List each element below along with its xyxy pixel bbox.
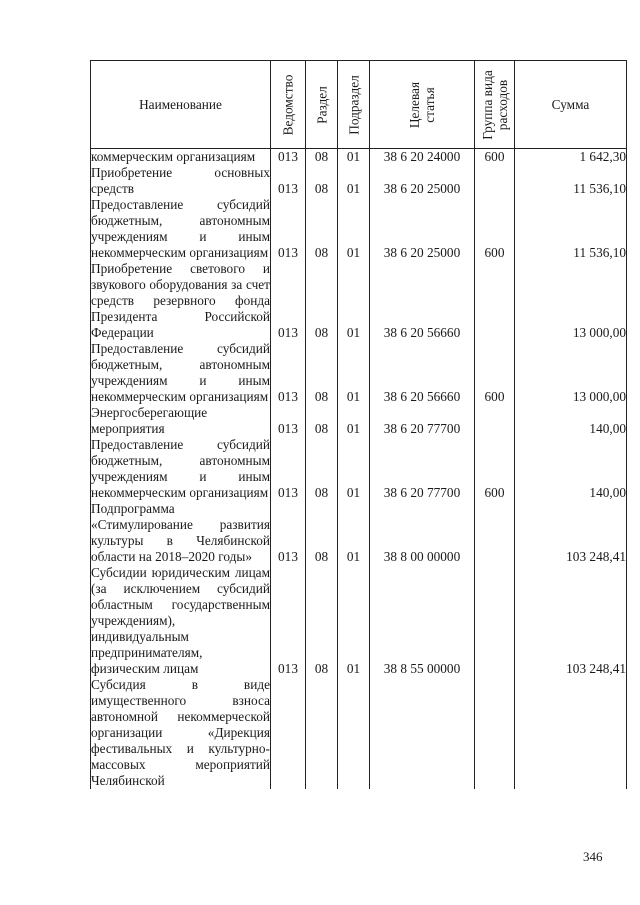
- cell-vedomstvo: 013: [271, 261, 306, 341]
- table-row: [91, 261, 627, 341]
- cell-summa: 13 000,00: [515, 341, 627, 405]
- table-row: [91, 677, 627, 789]
- header-celevaya-statya: Целевая статья: [370, 61, 475, 149]
- cell-vedomstvo: 013: [271, 437, 306, 501]
- header-vedomstvo: Ведомство: [271, 61, 306, 149]
- cell-summa: 11 536,10: [515, 165, 627, 197]
- header-podrazdel: Подраздел: [338, 61, 370, 149]
- cell-podrazdel: 01: [338, 405, 370, 437]
- cell-gruppa: [475, 405, 515, 437]
- cell-summa: 13 000,00: [515, 261, 627, 341]
- cell-celevaya-statya: 38 6 20 24000: [370, 149, 475, 166]
- cell-gruppa: [475, 261, 515, 341]
- table-row: [91, 405, 627, 437]
- table-row: [91, 437, 627, 501]
- page-number: 346: [583, 849, 603, 864]
- cell-summa: [515, 677, 627, 789]
- cell-podrazdel: [338, 677, 370, 789]
- cell-summa: 103 248,41: [515, 501, 627, 565]
- table-row: [91, 165, 627, 197]
- cell-vedomstvo: 013: [271, 565, 306, 677]
- cell-podrazdel: 01: [338, 437, 370, 501]
- cell-gruppa: [475, 565, 515, 677]
- cell-name: Предоставление субсидий бюджетным, автономным учреждениям и иным некоммерческим организациям: [91, 437, 270, 500]
- cell-name: Приобретение основных средств: [91, 165, 270, 196]
- cell-summa: 11 536,10: [515, 197, 627, 261]
- cell-vedomstvo: 013: [271, 197, 306, 261]
- table-row: [91, 149, 627, 166]
- cell-gruppa: 600: [475, 341, 515, 405]
- cell-summa: 1 642,30: [515, 149, 627, 166]
- header-razdel: Раздел: [306, 61, 338, 149]
- cell-podrazdel: 01: [338, 501, 370, 565]
- cell-celevaya-statya: 38 6 20 77700: [370, 405, 475, 437]
- table-body: [91, 149, 627, 790]
- cell-celevaya-statya: 38 6 20 56660: [370, 341, 475, 405]
- cell-gruppa: [475, 165, 515, 197]
- cell-name: Предоставление субсидий бюджетным, автономным учреждениям и иным некоммерческим организациям: [91, 341, 270, 404]
- cell-summa: 103 248,41: [515, 565, 627, 677]
- cell-podrazdel: 01: [338, 165, 370, 197]
- cell-gruppa: 600: [475, 437, 515, 501]
- cell-vedomstvo: 013: [271, 405, 306, 437]
- budget-table: [90, 60, 627, 789]
- cell-razdel: 08: [306, 261, 338, 341]
- cell-name: коммерческим организациям: [91, 149, 271, 166]
- cell-vedomstvo: 013: [271, 149, 306, 166]
- cell-gruppa: [475, 677, 515, 789]
- table-row: [91, 501, 627, 565]
- cell-razdel: 08: [306, 405, 338, 437]
- cell-name: Приобретение светового и звукового оборудования за счет средств резервного фонда Президента Российской Федерации: [91, 261, 270, 340]
- cell-razdel: 08: [306, 165, 338, 197]
- table-header-row: [91, 61, 627, 149]
- cell-vedomstvo: 013: [271, 501, 306, 565]
- cell-razdel: 08: [306, 149, 338, 166]
- cell-gruppa: [475, 501, 515, 565]
- table-row: [91, 341, 627, 405]
- cell-razdel: 08: [306, 197, 338, 261]
- header-gruppa-vida-rashodov: Группа вида расходов: [475, 61, 515, 149]
- cell-celevaya-statya: 38 6 20 25000: [370, 197, 475, 261]
- cell-razdel: 08: [306, 341, 338, 405]
- cell-summa: 140,00: [515, 437, 627, 501]
- cell-gruppa: 600: [475, 197, 515, 261]
- cell-razdel: 08: [306, 565, 338, 677]
- cell-vedomstvo: 013: [271, 341, 306, 405]
- cell-celevaya-statya: 38 6 20 25000: [370, 165, 475, 197]
- cell-name: Подпрограмма «Стимулирование развития культуры в Челябинской области на 2018–2020 годы»: [91, 501, 270, 564]
- cell-celevaya-statya: 38 6 20 56660: [370, 261, 475, 341]
- table-row: [91, 565, 627, 677]
- cell-vedomstvo: 013: [271, 165, 306, 197]
- cell-name: Предоставление субсидий бюджетным, автономным учреждениям и иным некоммерческим организациям: [91, 197, 270, 260]
- cell-podrazdel: 01: [338, 341, 370, 405]
- cell-razdel: [306, 677, 338, 789]
- cell-celevaya-statya: [370, 677, 475, 789]
- header-summa: Сумма: [515, 61, 627, 149]
- cell-razdel: 08: [306, 501, 338, 565]
- cell-podrazdel: 01: [338, 149, 370, 166]
- cell-celevaya-statya: 38 8 55 00000: [370, 565, 475, 677]
- cell-celevaya-statya: 38 8 00 00000: [370, 501, 475, 565]
- cell-name: Энергосберегающие мероприятия: [91, 405, 271, 437]
- cell-gruppa: 600: [475, 149, 515, 166]
- cell-razdel: 08: [306, 437, 338, 501]
- cell-podrazdel: 01: [338, 261, 370, 341]
- cell-summa: 140,00: [515, 405, 627, 437]
- header-name: Наименование: [91, 61, 271, 149]
- cell-podrazdel: 01: [338, 565, 370, 677]
- cell-vedomstvo: [271, 677, 306, 789]
- cell-podrazdel: 01: [338, 197, 370, 261]
- cell-name: Субсидия в виде имущественного взноса автономной некоммерческой организации «Дирекция фестивальных и культурно-массовых мероприятий Челябинской: [91, 677, 270, 788]
- cell-celevaya-statya: 38 6 20 77700: [370, 437, 475, 501]
- table-row: [91, 197, 627, 261]
- cell-name: Субсидии юридическим лицам (за исключением субсидий областным государственным учреждениям), индивидуальным предпринимателям, физическим лицам: [91, 565, 270, 676]
